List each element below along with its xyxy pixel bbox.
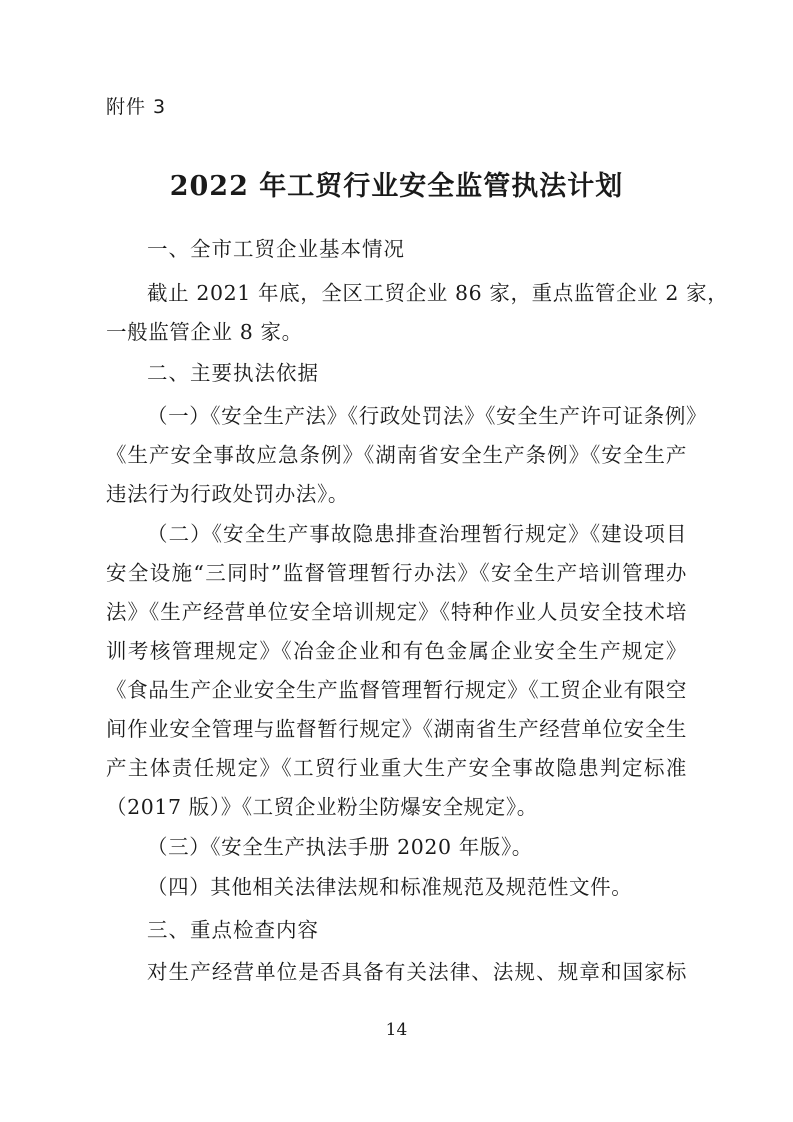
section-heading-3: 三、重点检查内容: [147, 918, 319, 942]
paragraph-line: （四）其他相关法律法规和标准规范及规范性文件。: [147, 875, 633, 899]
paragraph-line: 对生产经营单位是否具备有关法律、法规、规章和国家标: [147, 960, 687, 984]
paragraph-line: （一）《安全生产法》《行政处罚法》《安全生产许可证条例》: [147, 404, 708, 428]
section-heading-2: 二、主要执法依据: [147, 361, 319, 385]
section-heading-1: 一、全市工贸企业基本情况: [147, 237, 405, 261]
paragraph-line: 违法行为行政处罚办法》。: [106, 482, 349, 506]
attachment-label: 附件 3: [106, 96, 167, 118]
paragraph-line: （三）《安全生产执法手册 2020 年版》。: [147, 835, 533, 859]
paragraph-line: 训考核管理规定》《冶金企业和有色金属企业安全生产规定》: [106, 639, 687, 663]
paragraph-line: 安全设施“三同时”监督管理暂行办法》《安全生产培训管理办: [106, 561, 687, 585]
paragraph-line: （二）《安全生产事故隐患排查治理暂行规定》《建设项目: [147, 522, 687, 546]
paragraph-line: 截止 2021 年底，全区工贸企业 86 家，重点监管企业 2 家，: [147, 281, 729, 305]
page-number: 14: [385, 1020, 408, 1040]
document-title: 2022 年工贸行业安全监管执法计划: [169, 171, 624, 202]
paragraph-line: 法》《生产经营单位安全培训规定》《特种作业人员安全技术培: [106, 600, 687, 624]
paragraph-line: 产主体责任规定》《工贸行业重大生产安全事故隐患判定标准: [106, 756, 687, 780]
paragraph-line: 《生产安全事故应急条例》《湖南省安全生产条例》《安全生产: [106, 443, 687, 467]
paragraph-line: 间作业安全管理与监督暂行规定》《湖南省生产经营单位安全生: [106, 717, 687, 741]
paragraph-line: （2017 版）》《工贸企业粉尘防爆安全规定》。: [106, 795, 538, 819]
paragraph-line: 一般监管企业 8 家。: [106, 320, 303, 344]
paragraph-line: 《食品生产企业安全生产监督管理暂行规定》《工贸企业有限空: [106, 678, 687, 702]
